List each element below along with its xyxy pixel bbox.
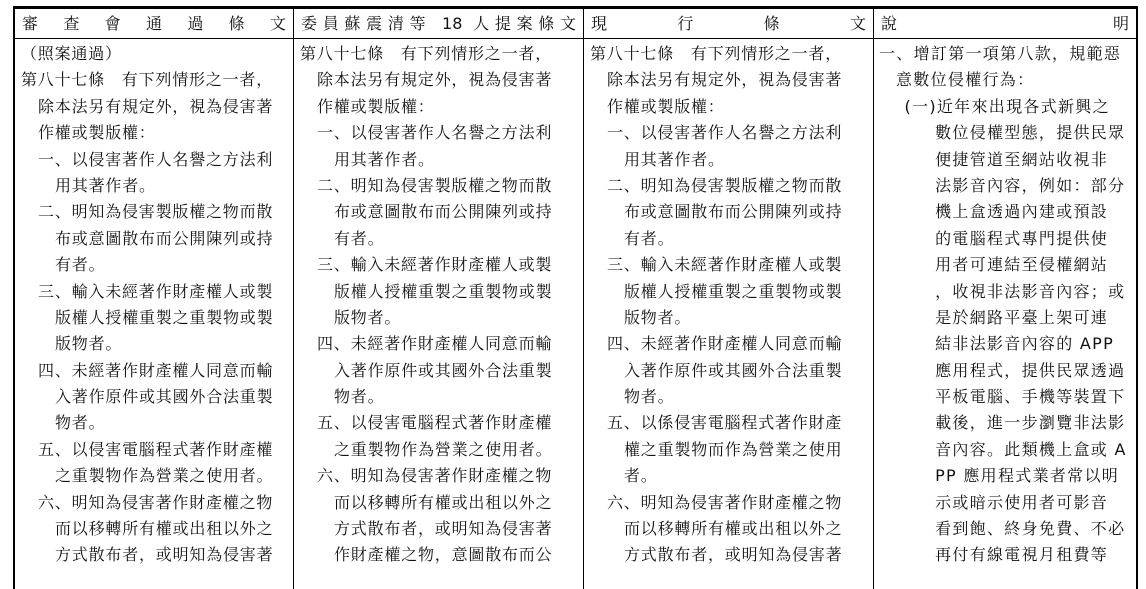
text-line: 二、明知為侵害製版權之物而散 <box>317 175 553 195</box>
header-current-text: 現 行 條 文 <box>584 9 873 39</box>
text-line: 一、以侵害著作人名譽之方法利 <box>607 123 843 143</box>
text-line: 作權或製版權： <box>317 96 435 116</box>
text-line: 布或意圖散布而公開陳列或持 <box>624 202 843 222</box>
text-line: 物者。 <box>55 413 106 433</box>
text-line: 法影音內容，例如：部分 <box>935 175 1126 195</box>
column-current-text <box>584 9 874 589</box>
text-line: 入著作原件或其國外合法重製 <box>55 387 274 407</box>
text-line: 音內容。此類機上盒或 A <box>935 439 1127 459</box>
text-line: 四、未經著作財產權人同意而輸 <box>38 360 274 380</box>
text-line: 作權或製版權： <box>38 123 156 143</box>
text-line: 布或意圖散布而公開陳列或持 <box>334 202 553 222</box>
text-line: 意數位侵權行為： <box>896 70 1035 90</box>
text-line: 之重製物作為營業之使用者。 <box>55 466 274 486</box>
column-body <box>874 39 1136 569</box>
text-line: 除本法另有規定外，視為侵害著 <box>317 70 553 90</box>
column-proposal-text <box>294 9 584 589</box>
text-line: 示或暗示使用者可影音 <box>935 492 1109 512</box>
column-body <box>294 39 583 569</box>
column-committee-text <box>15 9 294 589</box>
text-line: 第八十七條 有下列情形之一者， <box>300 44 553 63</box>
header-explanation: 說 明 <box>874 9 1136 39</box>
text-line: 版物者。 <box>55 334 123 354</box>
text-line: 除本法另有規定外，視為侵害著 <box>38 96 274 116</box>
text-line: 版權人授權重製之重製物或製 <box>334 281 553 301</box>
text-line: 五、以係侵害電腦程式著作財產 <box>607 413 843 433</box>
text-line: 四、未經著作財產權人同意而輸 <box>607 334 843 354</box>
text-line: 平板電腦、手機等裝置下 <box>935 387 1126 407</box>
text-line: （照案通過） <box>21 44 122 63</box>
text-line: 一、增訂第一項第八款，規範惡 <box>879 44 1122 63</box>
text-line: 版物者。 <box>334 307 402 327</box>
text-line: 三、輸入未經著作財產權人或製 <box>38 281 274 301</box>
text-line: 入著作原件或其國外合法重製 <box>624 360 843 380</box>
text-line: 數位侵權型態，提供民眾 <box>935 123 1126 143</box>
header-proposal-text: 委員蘇震清等 18 人提案條文 <box>294 9 583 39</box>
text-line: 有者。 <box>334 228 385 248</box>
text-line: 有者。 <box>55 255 106 275</box>
text-line: 除本法另有規定外，視為侵害著 <box>607 70 843 90</box>
text-line: 是於網路平臺上架可連 <box>935 307 1109 327</box>
text-line: 物者。 <box>624 387 675 407</box>
text-line: 二、明知為侵害製版權之物而散 <box>38 202 274 222</box>
text-line: 用其著作者。 <box>55 175 156 195</box>
text-line: 用者可連結至侵權網站 <box>935 255 1109 275</box>
text-line: 者。 <box>624 466 658 486</box>
text-line: 四、未經著作財產權人同意而輸 <box>317 334 553 354</box>
text-line: 方式散布者，或明知為侵害著 <box>55 545 274 565</box>
text-line: 物者。 <box>334 387 385 407</box>
text-line: (一)近年來出現各式新興之 <box>904 96 1110 116</box>
text-line: 應用程式，提供民眾透過 <box>935 360 1126 380</box>
text-line: 作權或製版權： <box>607 96 725 116</box>
text-line: 結非法影音內容的 APP <box>935 334 1115 354</box>
text-line: 便捷管道至網站收視非 <box>935 149 1109 169</box>
text-line: 第八十七條 有下列情形之一者， <box>590 44 843 63</box>
text-line: 方式散布者，或明知為侵害著 <box>334 519 553 539</box>
text-line: 版權人授權重製之重製物或製 <box>624 281 843 301</box>
column-body <box>584 39 873 569</box>
text-line: 載後，進一步瀏覽非法影 <box>935 413 1126 433</box>
text-line: 機上盒透過內建或預設 <box>935 202 1109 222</box>
text-line: 方式散布者，或明知為侵害著 <box>624 545 843 565</box>
text-line: 版物者。 <box>624 307 692 327</box>
text-line: 權之重製物而作為營業之使用 <box>624 439 843 459</box>
text-line: 六、明知為侵害著作財產權之物 <box>317 466 553 486</box>
text-line: 三、輸入未經著作財產權人或製 <box>317 255 553 275</box>
text-line: 版權人授權重製之重製物或製 <box>55 307 274 327</box>
text-line: 用其著作者。 <box>334 149 435 169</box>
text-line: 五、以侵害電腦程式著作財產權 <box>317 413 553 433</box>
text-line: 用其著作者。 <box>624 149 725 169</box>
text-line: 布或意圖散布而公開陳列或持 <box>55 228 274 248</box>
text-line: PP 應用程式業者常以明 <box>935 466 1120 486</box>
column-explanation <box>874 9 1136 589</box>
text-line: 之重製物作為營業之使用者。 <box>334 439 553 459</box>
text-line: ，收視非法影音內容；或 <box>935 281 1126 301</box>
text-line: 而以移轉所有權或出租以外之 <box>55 519 274 539</box>
text-line: 六、明知為侵害著作財產權之物 <box>38 492 274 512</box>
text-line: 而以移轉所有權或出租以外之 <box>334 492 553 512</box>
text-line: 再付有線電視月租費等 <box>935 545 1109 565</box>
text-line: 看到飽、終身免費、不必 <box>935 519 1126 539</box>
text-line: 第八十七條 有下列情形之一者， <box>21 70 274 90</box>
text-line: 作財產權之物，意圖散布而公 <box>334 545 553 565</box>
text-line: 入著作原件或其國外合法重製 <box>334 360 553 380</box>
header-committee-text: 審 查 會 通 過 條 文 <box>15 9 293 39</box>
text-line: 五、以侵害電腦程式著作財產權 <box>38 439 274 459</box>
text-line: 有者。 <box>624 228 675 248</box>
text-line: 二、明知為侵害製版權之物而散 <box>607 175 843 195</box>
text-line: 一、以侵害著作人名譽之方法利 <box>38 149 274 169</box>
text-line: 六、明知為侵害著作財產權之物 <box>607 492 843 512</box>
text-line: 的電腦程式專門提供使 <box>935 228 1109 248</box>
column-body <box>15 39 293 569</box>
comparison-table <box>13 6 1138 589</box>
text-line: 而以移轉所有權或出租以外之 <box>624 519 843 539</box>
text-line: 一、以侵害著作人名譽之方法利 <box>317 123 553 143</box>
text-line: 三、輸入未經著作財產權人或製 <box>607 255 843 275</box>
